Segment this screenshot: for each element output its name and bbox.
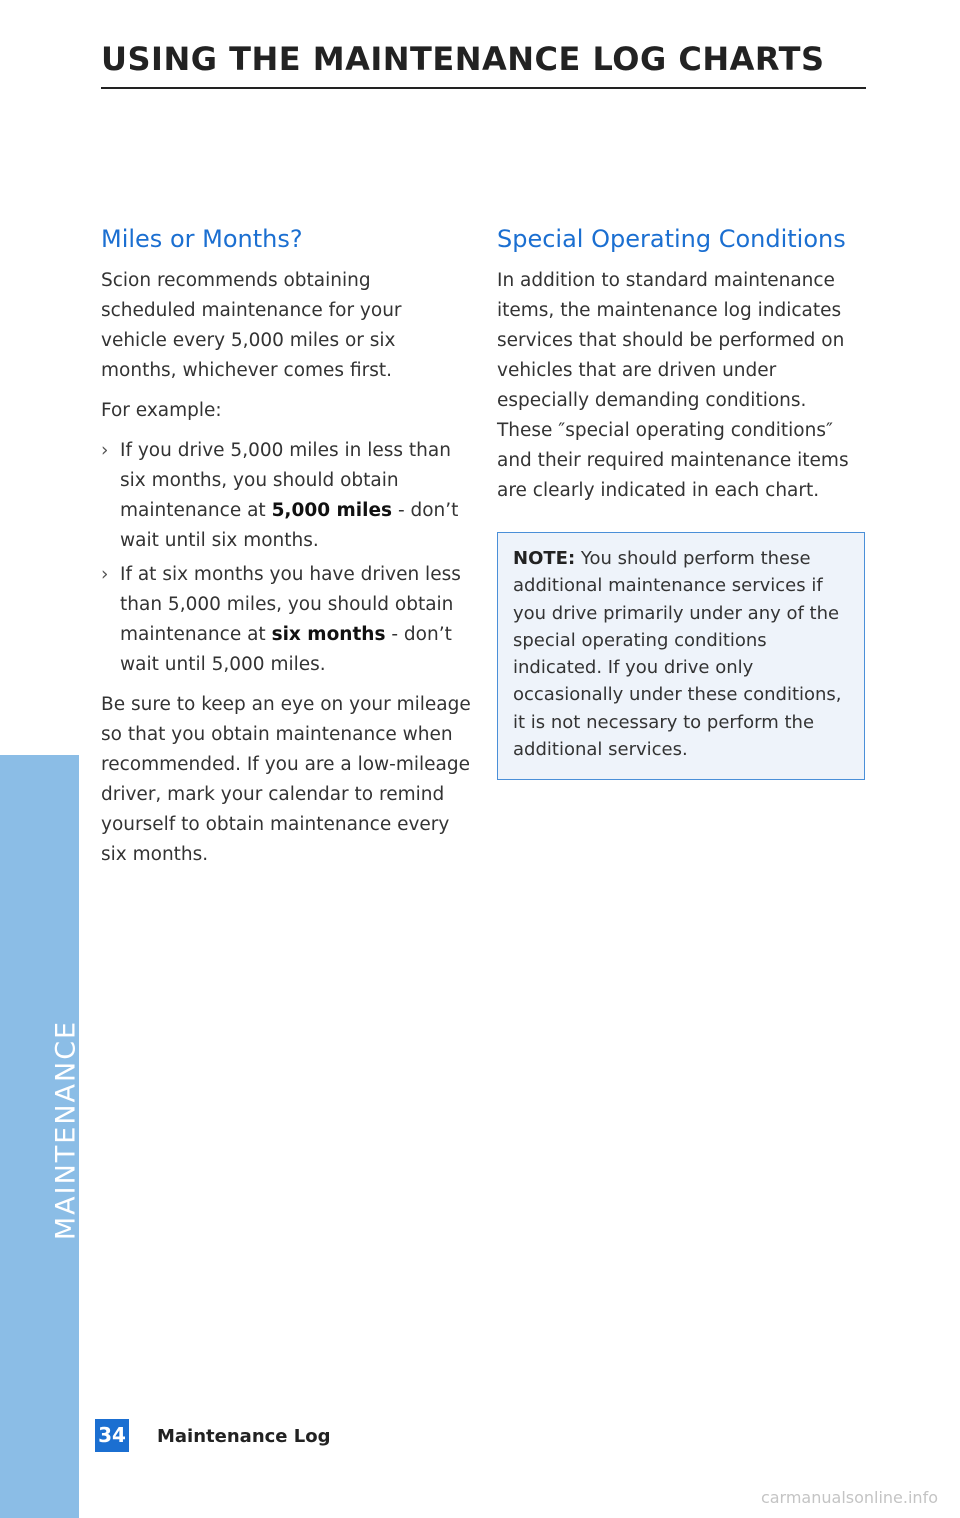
example-item-text-end: - don’t wait until 5,000 miles. — [120, 624, 452, 675]
example-list — [101, 436, 471, 680]
miles-or-months-intro: Scion recommends obtaining scheduled maintenance for your vehicle every 5,000 miles or six months, whichever comes first. — [101, 270, 402, 381]
chevron-right-icon: › — [101, 564, 109, 585]
note-label: NOTE: — [513, 548, 576, 569]
example-item-emphasis: six months — [271, 624, 386, 645]
note-box — [497, 532, 865, 780]
miles-or-months-section — [101, 222, 471, 880]
miles-or-months-heading: Miles or Months? — [101, 225, 303, 253]
example-label: For example: — [101, 400, 222, 421]
footer-section-title: Maintenance Log — [157, 1426, 331, 1447]
special-conditions-heading: Special Operating Conditions — [497, 225, 846, 253]
example-item-text: If you drive 5,000 miles in less than six months, you should obtain maintenance at — [120, 440, 451, 521]
example-item-months — [101, 560, 471, 680]
example-item-text-end: - don’t wait until six months. — [120, 500, 459, 551]
page-title: USING THE MAINTENANCE LOG CHARTS — [101, 40, 825, 78]
note-text: You should perform these additional maintenance services if you drive primarily under any of the special operating conditions indicated. If you drive only occasionally under these conditions, it is not necessary to perform the additional services. — [513, 548, 842, 761]
page-number-badge: 34 — [95, 1419, 129, 1452]
title-divider — [101, 87, 866, 89]
special-operating-conditions-section — [497, 222, 865, 780]
miles-or-months-closing: Be sure to keep an eye on your mileage so that you obtain maintenance when recommended. If you are a low-mileage driver, mark your calendar to remind yourself to obtain maintenance every six months. — [101, 694, 471, 865]
chevron-right-icon: › — [101, 440, 109, 461]
special-conditions-body: In addition to standard maintenance items, the maintenance log indicates services that should be performed on vehicles that are driven under especially demanding conditions. These ″special operating conditions″ and their required maintenance items are clearly indicated in each chart. — [497, 270, 849, 501]
example-item-miles — [101, 436, 471, 556]
side-tab-label: MAINTENANCE — [50, 1019, 82, 1241]
watermark: carmanualsonline.info — [760, 1488, 938, 1507]
example-item-text: If at six months you have driven less than 5,000 miles, you should obtain maintenance at — [120, 564, 461, 645]
example-item-emphasis: 5,000 miles — [271, 500, 393, 521]
